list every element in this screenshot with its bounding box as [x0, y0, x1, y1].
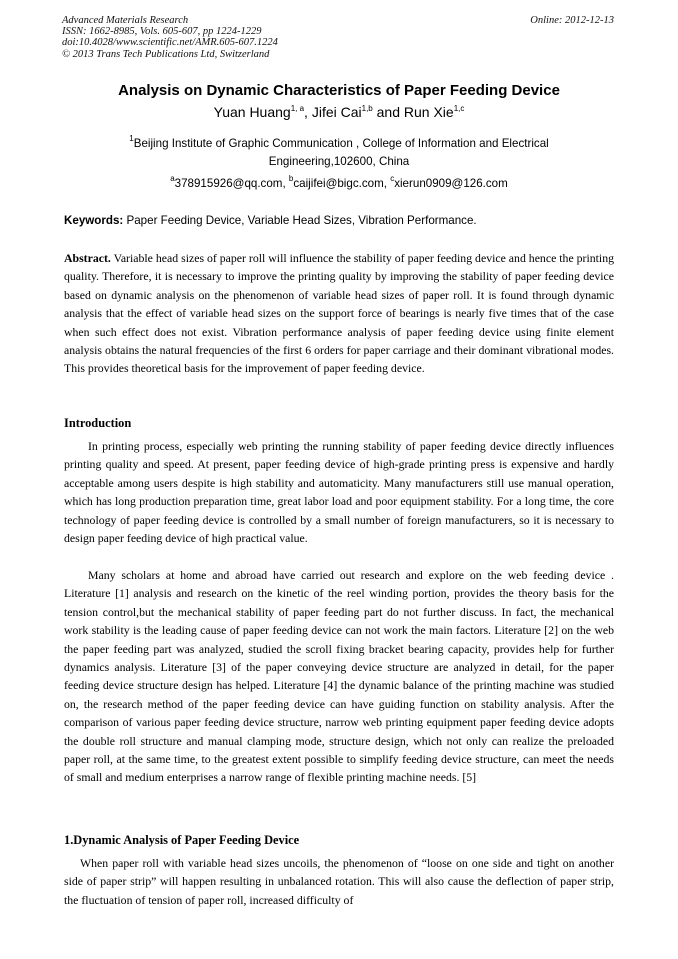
paper-title: Analysis on Dynamic Characteristics of Paper Feeding Device — [118, 82, 560, 99]
section-heading-dynamic-analysis: 1.Dynamic Analysis of Paper Feeding Device — [64, 833, 300, 847]
keywords-label: Keywords: — [64, 214, 124, 227]
author-name: Yuan Huang — [213, 104, 291, 120]
email-superscript: c — [390, 174, 395, 183]
affiliation — [100, 135, 578, 171]
keywords — [64, 213, 616, 229]
body-paragraph: When paper roll with variable head sizes uncoils, the phenomenon of “loose on one side and tight on another side of paper strip” will happen resulting in unbalanced rotation. This will also cause the deflection of paper strip, the fluctuation of tension of paper roll, increased difficulty of — [64, 856, 614, 907]
author-separator: and — [372, 104, 404, 120]
body-paragraph: Many scholars at home and abroad have carried out research and explore on the web feeding device . Literature [1] analysis and research on the kinetic of the reel winding portion, provides the theory basis for the tension control,but the mechanical stability of paper feeding part do not further discuss. In fact, the mechanical work stability is the leading cause of paper feeding device can not work the main factors. Literature [2] on the web the paper feeding part was analyzed, studied the scroll fixing bracket bearing capacity, provides help for further dynamics analysis. Literature [3] of the paper conveying device structure are analyzed in detail, for the paper feeding device structure design has helped. Literature [4] the dynamic balance of the printing machine was studied on, the research method of the paper feeding device can have guiding function on stability analysis. After the comparison of various paper feeding device structure, narrow web printing equipment paper feeding device adopts the double roll structure and manual clamping mode, structure design, which not only can realize the preloaded paper roll, at the same time, to the greatest extent possible to simplify feeding device structure, can meet the needs of small and medium enterprises a narrow range of flexible printing machine needs. [5] — [64, 568, 614, 785]
section-heading-introduction: Introduction — [64, 416, 132, 430]
email-superscript: a — [170, 174, 175, 183]
author-separator: , — [304, 104, 312, 120]
online-date: Online: 2012-12-13 — [530, 15, 614, 26]
keywords-text: Paper Feeding Device, Variable Head Sizes, Vibration Performance. — [123, 214, 477, 227]
journal-header — [62, 15, 278, 60]
author-superscript: 1,c — [453, 104, 465, 113]
journal-issn: ISSN: 1662-8985, Vols. 605-607, pp 1224-1229 — [62, 26, 262, 38]
journal-copyright: © 2013 Trans Tech Publications Ltd, Switzerland — [62, 48, 270, 60]
author-name: Jifei Cai — [311, 104, 362, 120]
author-superscript: 1,b — [361, 104, 373, 113]
affiliation-text: Beijing Institute of Graphic Communication , College of Information and Electrical Engineering,102600, China — [133, 137, 549, 168]
email-link[interactable]: 378915926@qq.com, — [174, 177, 289, 190]
author-name: Run Xie — [403, 104, 454, 120]
author-superscript: 1, a — [290, 104, 305, 113]
author-list — [0, 103, 678, 121]
affiliation-superscript: 1 — [129, 134, 134, 143]
email-link[interactable]: xierun0909@126.com — [394, 177, 508, 190]
journal-name: Advanced Materials Research — [62, 15, 189, 26]
abstract-text: Variable head sizes of paper roll will influence the stability of paper feeding device and hence the printing quality. Therefore, it is necessary to improve the printing quality by improving the stability of paper feeding device based on dynamic analysis on the phenomenon of variable head sizes of paper roll. It is found through dynamic analysis that the effect of variable head sizes on the support force of bearings is nearly five times that of the case when such effect does not exist. Vibration performance analysis of paper feeding device using finite element analysis obtains the natural frequencies of the first 6 orders for paper carriage and their dominant vibrational modes. This provides theoretical basis for the improvement of paper feeding device. — [64, 251, 614, 376]
body-paragraph: In printing process, especially web printing the running stability of paper feeding device directly influences printing quality and speed. At present, paper feeding device of high-grade printing press is expensive and hardly acceptable among users despite is high stability and automaticity. Many manufacturers still use manual operation, which has long production preparation time, great labor load and poor equipment stability. For a long time, the core technology of paper feeding device is controlled by a small number of foreign manufacturers, so it is necessary to design paper feeding device of high practical value. — [64, 439, 614, 546]
abstract-label: Abstract. — [64, 251, 111, 265]
journal-doi: doi:10.4028/www.scientific.net/AMR.605-607.1224 — [62, 37, 278, 49]
author-emails — [0, 176, 678, 192]
email-superscript: b — [288, 174, 294, 183]
abstract — [64, 249, 614, 378]
email-link[interactable]: caijifei@bigc.com, — [293, 177, 391, 190]
